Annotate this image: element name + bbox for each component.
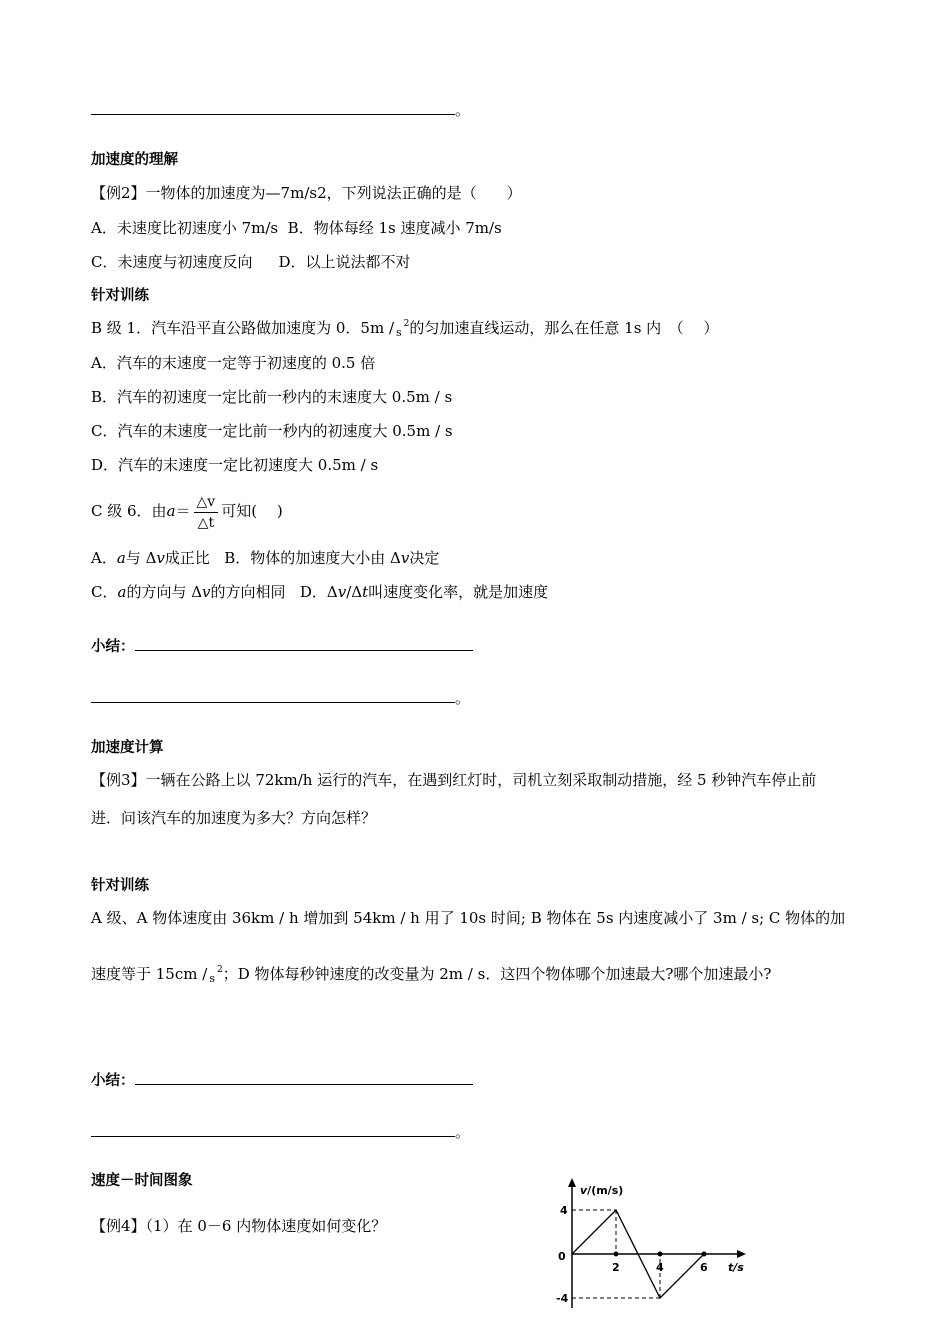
question-b1: B 级 1．汽车沿平直公路做加速度为 0．5m / $_s^2$的匀加速直线运动，那么在任意 1s 内 （ ）	[91, 319, 719, 339]
option-a: A．未速度比初速度小 7m/s	[91, 219, 279, 237]
blank-line	[135, 1070, 473, 1085]
origin-label: 0	[558, 1250, 566, 1263]
fraction-dv-dt: $\frac{\triangle v}{\triangle t}$	[194, 492, 219, 533]
summary-1-fill-line: 。	[91, 688, 470, 708]
example-3-cont: 进．问该汽车的加速度为多大？方向怎样？	[91, 809, 377, 827]
question-c6-options-ab: A．a与 Δv成正比 B．物体的加速度大小由 Δv决定	[91, 549, 440, 567]
option-c: C．未速度与初速度反向	[91, 253, 253, 271]
velocity-time-graph	[540, 1176, 760, 1316]
x-tick-dot	[702, 1252, 707, 1257]
example-3: 【例3】一辆在公路上以 72km/h 运行的汽车，在遇到红灯时，司机立刻采取制动措施，经 5 秒钟汽车停止前	[91, 771, 817, 789]
question-b1-option-d: D．汽车的末速度一定比初速度大 0.5m / s	[91, 456, 379, 474]
summary-2: 小结：	[91, 1070, 473, 1091]
question-c6-options-cd: C．a的方向与 Δv的方向相同 D．Δv/Δt叫速度变化率，就是加速度	[91, 583, 549, 601]
section-heading-understanding: 加速度的理解	[91, 152, 178, 168]
section-heading-vt-graph: 速度－时间图象	[91, 1173, 193, 1189]
example-4: 【例4】（1）在 0－6 内物体速度如何变化？	[91, 1217, 387, 1235]
blank-line	[135, 636, 473, 651]
option-d: D．以上说法都不对	[278, 253, 411, 271]
question-c6: C 级 6．由a＝ $\frac{\triangle v}{\triangle t}$ 可知( )	[91, 493, 283, 531]
question-a-line2: 速度等于 15cm / $_s^2$；D 物体每秒钟速度的改变量为 2m / s．这四个物体哪个加速最大?哪个加速最小?	[91, 965, 772, 985]
x-axis-label: t/s	[728, 1261, 744, 1274]
question-b1-option-c: C．汽车的末速度一定比前一秒内的初速度大 0.5m / s	[91, 422, 453, 440]
summary-2-fill-line: 。	[91, 1122, 470, 1142]
y-tick-label: 4	[560, 1204, 568, 1217]
x-axis-arrow	[737, 1250, 746, 1258]
question-b1-option-b: B．汽车的初速度一定比前一秒内的末速度大 0.5m / s	[91, 388, 453, 406]
summary-1: 小结：	[91, 636, 473, 657]
training-heading-1: 针对训练	[91, 288, 149, 304]
blank-line	[91, 1122, 455, 1137]
example-2: 【例2】一物体的加速度为—7m/s2，下列说法正确的是（ ）	[91, 184, 522, 202]
x-tick-label: 4	[656, 1261, 664, 1274]
blank-line	[91, 100, 455, 115]
x-tick-label: 2	[612, 1261, 620, 1274]
option-b: B．物体每经 1s 速度减小 7m/s	[287, 219, 502, 237]
fill-line-top: 。	[91, 100, 470, 120]
y-axis-label: v/(m/s)	[580, 1184, 624, 1197]
x-tick-dot	[614, 1252, 619, 1257]
x-tick-dot	[658, 1252, 663, 1257]
blank-line	[91, 688, 455, 703]
example-2-options-ab	[91, 218, 502, 238]
question-b1-option-a: A．汽车的末速度一定等于初速度的 0.5 倍	[91, 354, 376, 372]
y-tick-label: -4	[556, 1292, 569, 1305]
x-tick-label: 6	[700, 1261, 708, 1274]
training-heading-2: 针对训练	[91, 878, 149, 894]
section-heading-calculation: 加速度计算	[91, 740, 164, 756]
question-a-line1: A 级、A 物体速度由 36km / h 增加到 54km / h 用了 10s 时间; B 物体在 5s 内速度减小了 3m / s; C 物体的加	[91, 909, 846, 927]
example-2-options-cd	[91, 252, 411, 272]
y-axis-arrow	[568, 1178, 576, 1187]
